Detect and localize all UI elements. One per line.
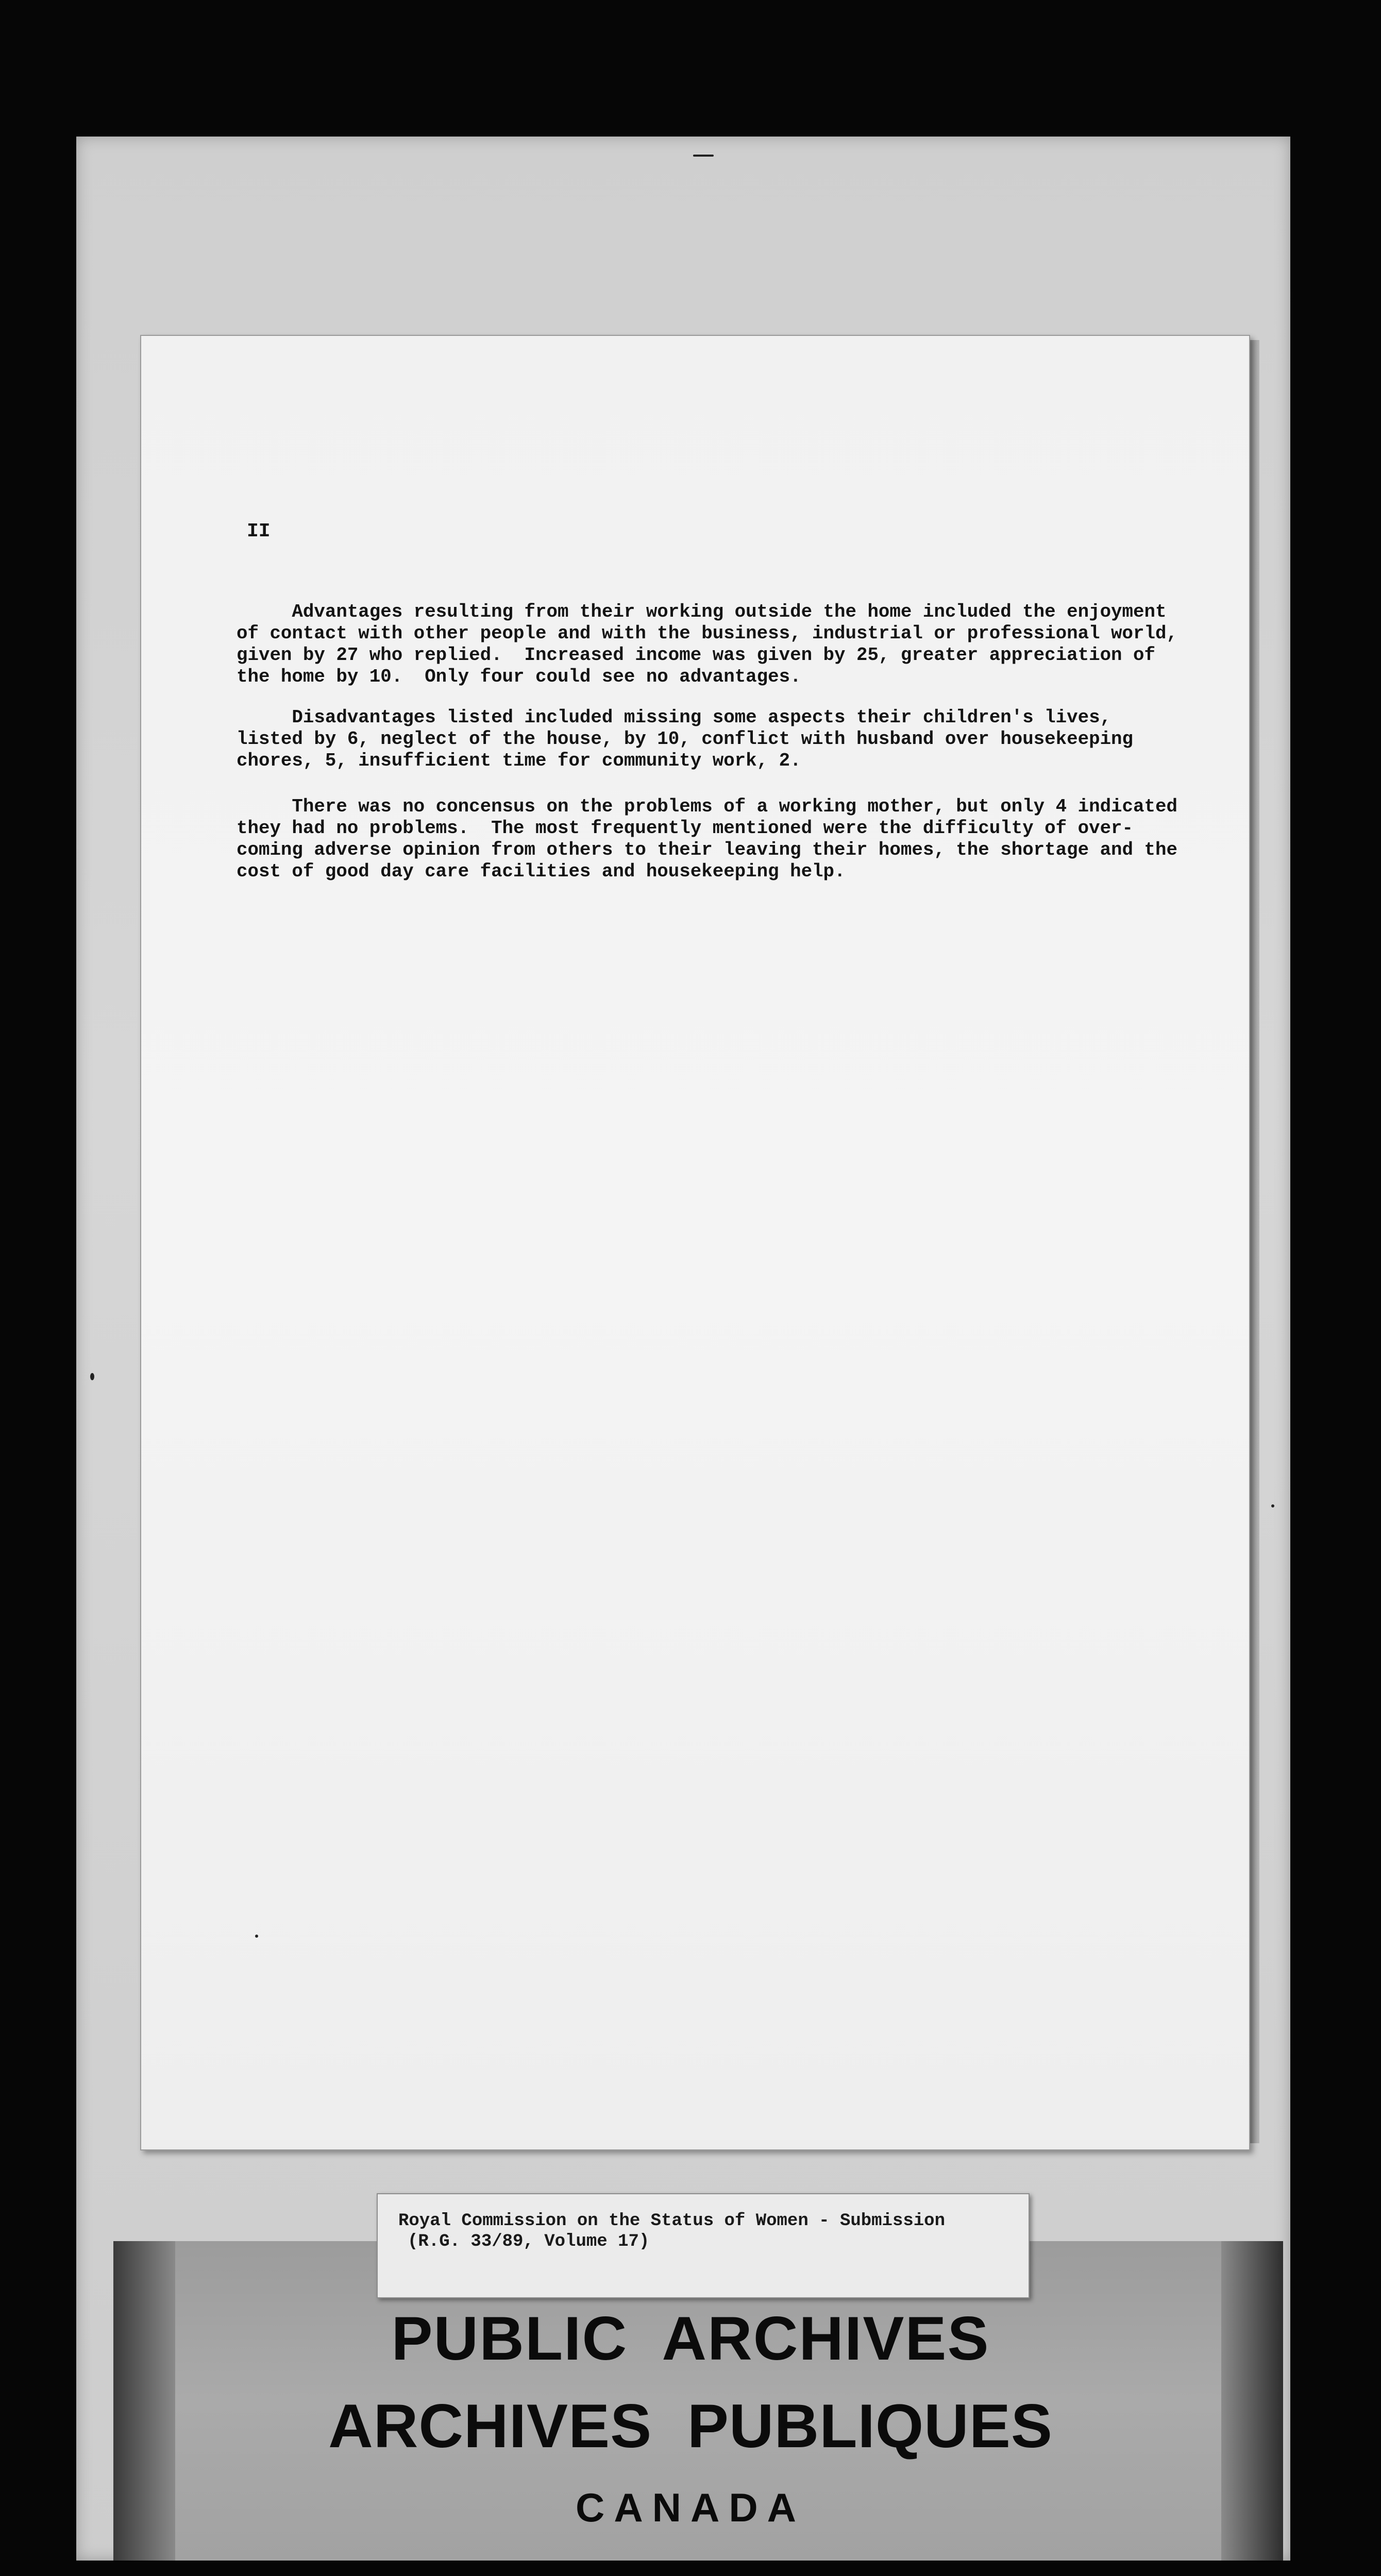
dust-speck [90,1373,94,1380]
page-number: II [247,520,271,543]
stamp-canada: CANADA [576,2485,805,2530]
label-line-commission: Royal Commission on the Status of Women - Submission [398,2211,945,2231]
typed-page [140,335,1250,2150]
dust-speck [1271,1504,1274,1507]
paragraph-disadvantages: Disadvantages listed included missing some aspects their children's lives, listed by 6, neglect of the house, by 10, conflict with husband over housekeeping chores, 5, insufficient time for community work, 2. [237,707,1134,771]
paragraph-problems: There was no concensus on the problems of a working mother, but only 4 indicated they had no problems. The most frequently mentioned were the difficulty of over- coming adverse opinion from others to their leaving their homes, the shortage and the cost of good day care facilities and housekeeping help. [237,796,1177,882]
stamp-public-archives: PUBLIC ARCHIVES [391,2304,990,2373]
label-line-reference: (R.G. 33/89, Volume 17) [408,2232,650,2251]
dust-speck [693,155,714,157]
paragraph-advantages: Advantages resulting from their working outside the home included the enjoyment of contact with other people and with the business, industrial or professional world, given by 27 who replied. Increased income was given by 25, greater appreciation of the home by 10. Only four could see no advantages. [237,601,1177,687]
dust-speck [255,1935,258,1938]
stamp-archives-publiques: ARCHIVES PUBLIQUES [328,2392,1053,2461]
source-label-card [377,2193,1030,2298]
